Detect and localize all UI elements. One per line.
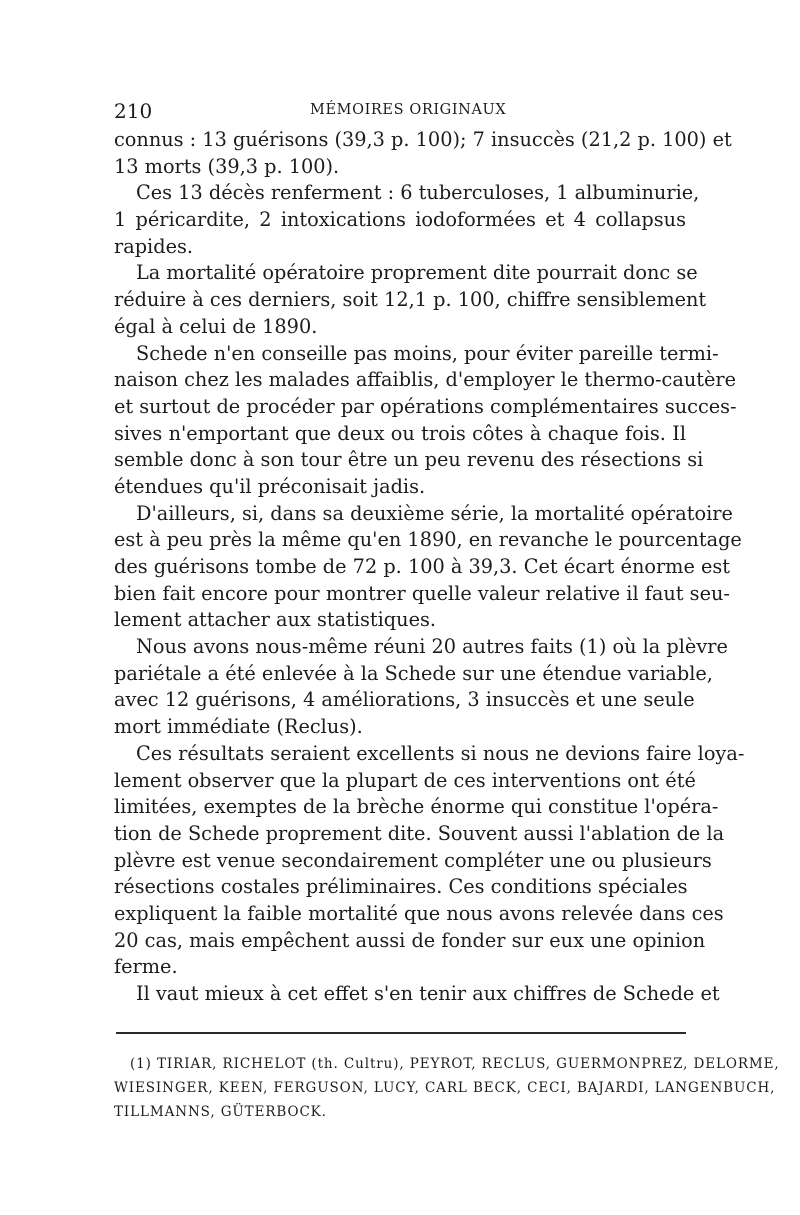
text-line: des guérisons tombe de 72 p. 100 à 39,3. Cet écart énorme est [114, 555, 731, 578]
text-line: égal à celui de 1890. [114, 314, 318, 338]
text-line: naison chez les malades affaiblis, d'employer le thermo-cautère [114, 368, 737, 392]
footnote-line: WIESINGER, KEEN, FERGUSON, LUCY, CARL BECK, CECI, BAJARDI, LANGENBUCH, [114, 1080, 776, 1096]
text-line: expliquent la faible mortalité que nous avons relevée dans ces [114, 901, 724, 925]
text-line: ferme. [114, 955, 178, 979]
text-line: D'ailleurs, si, dans sa deuxième série, la mortalité opératoire [136, 501, 733, 525]
text-line: plèvre est venue secondairement compléter une ou plusieurs [114, 848, 712, 872]
footnote [114, 1052, 780, 1124]
text-line: mort immédiate (Reclus). [114, 715, 363, 739]
text-line: La mortalité opératoire proprement dite pourrait donc se [136, 261, 698, 285]
text-line: Schede n'en conseille pas moins, pour éviter pareille termi- [136, 341, 719, 365]
footnote-line: TILLMANNS, GÜTERBOCK. [114, 1104, 327, 1120]
text-line: lement observer que la plupart de ces interventions ont été [114, 768, 696, 792]
text-line: semble donc à son tour être un peu revenu des résections si [114, 448, 704, 472]
body-text [114, 127, 745, 1008]
text-line: étendues qu'il préconisait jadis. [114, 474, 426, 498]
text-line: résections costales préliminaires. Ces conditions spéciales [114, 875, 688, 899]
text-line: Il vaut mieux à cet effet s'en tenir aux chiffres de Schede et [136, 982, 720, 1005]
page-number: 210 [114, 99, 153, 123]
text-line: est à peu près la même qu'en 1890, en revanche le pourcentage [114, 528, 742, 552]
text-line: bien fait encore pour montrer quelle valeur relative il faut seu- [114, 581, 730, 605]
running-head-title: MÉMOIRES ORIGINAUX [310, 102, 507, 118]
text-line: et surtout de procéder par opérations complémentaires succes- [114, 394, 737, 418]
text-line: Ces résultats seraient excellents si nous ne devions faire loya- [136, 741, 745, 765]
text-line: limitées, exemptes de la brèche énorme qui constitue l'opéra- [114, 795, 719, 819]
footnote-line: (1) TIRIAR, RICHELOT (th. Cultru), PEYROT, RECLUS, GUERMONPREZ, DELORME, [130, 1056, 780, 1072]
text-line: rapides. [114, 234, 193, 258]
text-line: Ces 13 décès renferment : 6 tuberculoses, 1 albuminurie, [136, 181, 700, 205]
text-line: avec 12 guérisons, 4 améliorations, 3 insuccès et une seule [114, 688, 695, 712]
text-line: sives n'emportant que deux ou trois côtes à chaque fois. Il [114, 421, 686, 445]
text-line: lement attacher aux statistiques. [114, 608, 437, 632]
text-line: pariétale a été enlevée à la Schede sur une étendue variable, [114, 661, 713, 685]
text-line: Nous avons nous-même réuni 20 autres faits (1) où la plèvre [136, 635, 728, 659]
text-line: tion de Schede proprement dite. Souvent aussi l'ablation de la [114, 821, 725, 845]
running-head [114, 99, 694, 125]
text-line: 1 péricardite, 2 intoxications iodoformées et 4 collapsus [114, 208, 686, 232]
text-line: 20 cas, mais empêchent aussi de fonder sur eux une opinion [114, 928, 706, 952]
text-line: réduire à ces derniers, soit 12,1 p. 100, chiffre sensiblement [114, 288, 707, 312]
footnote-rule [116, 1032, 686, 1034]
text-line: 13 morts (39,3 p. 100). [114, 154, 340, 178]
text-line: connus : 13 guérisons (39,3 p. 100); 7 insuccès (21,2 p. 100) et [114, 128, 732, 151]
